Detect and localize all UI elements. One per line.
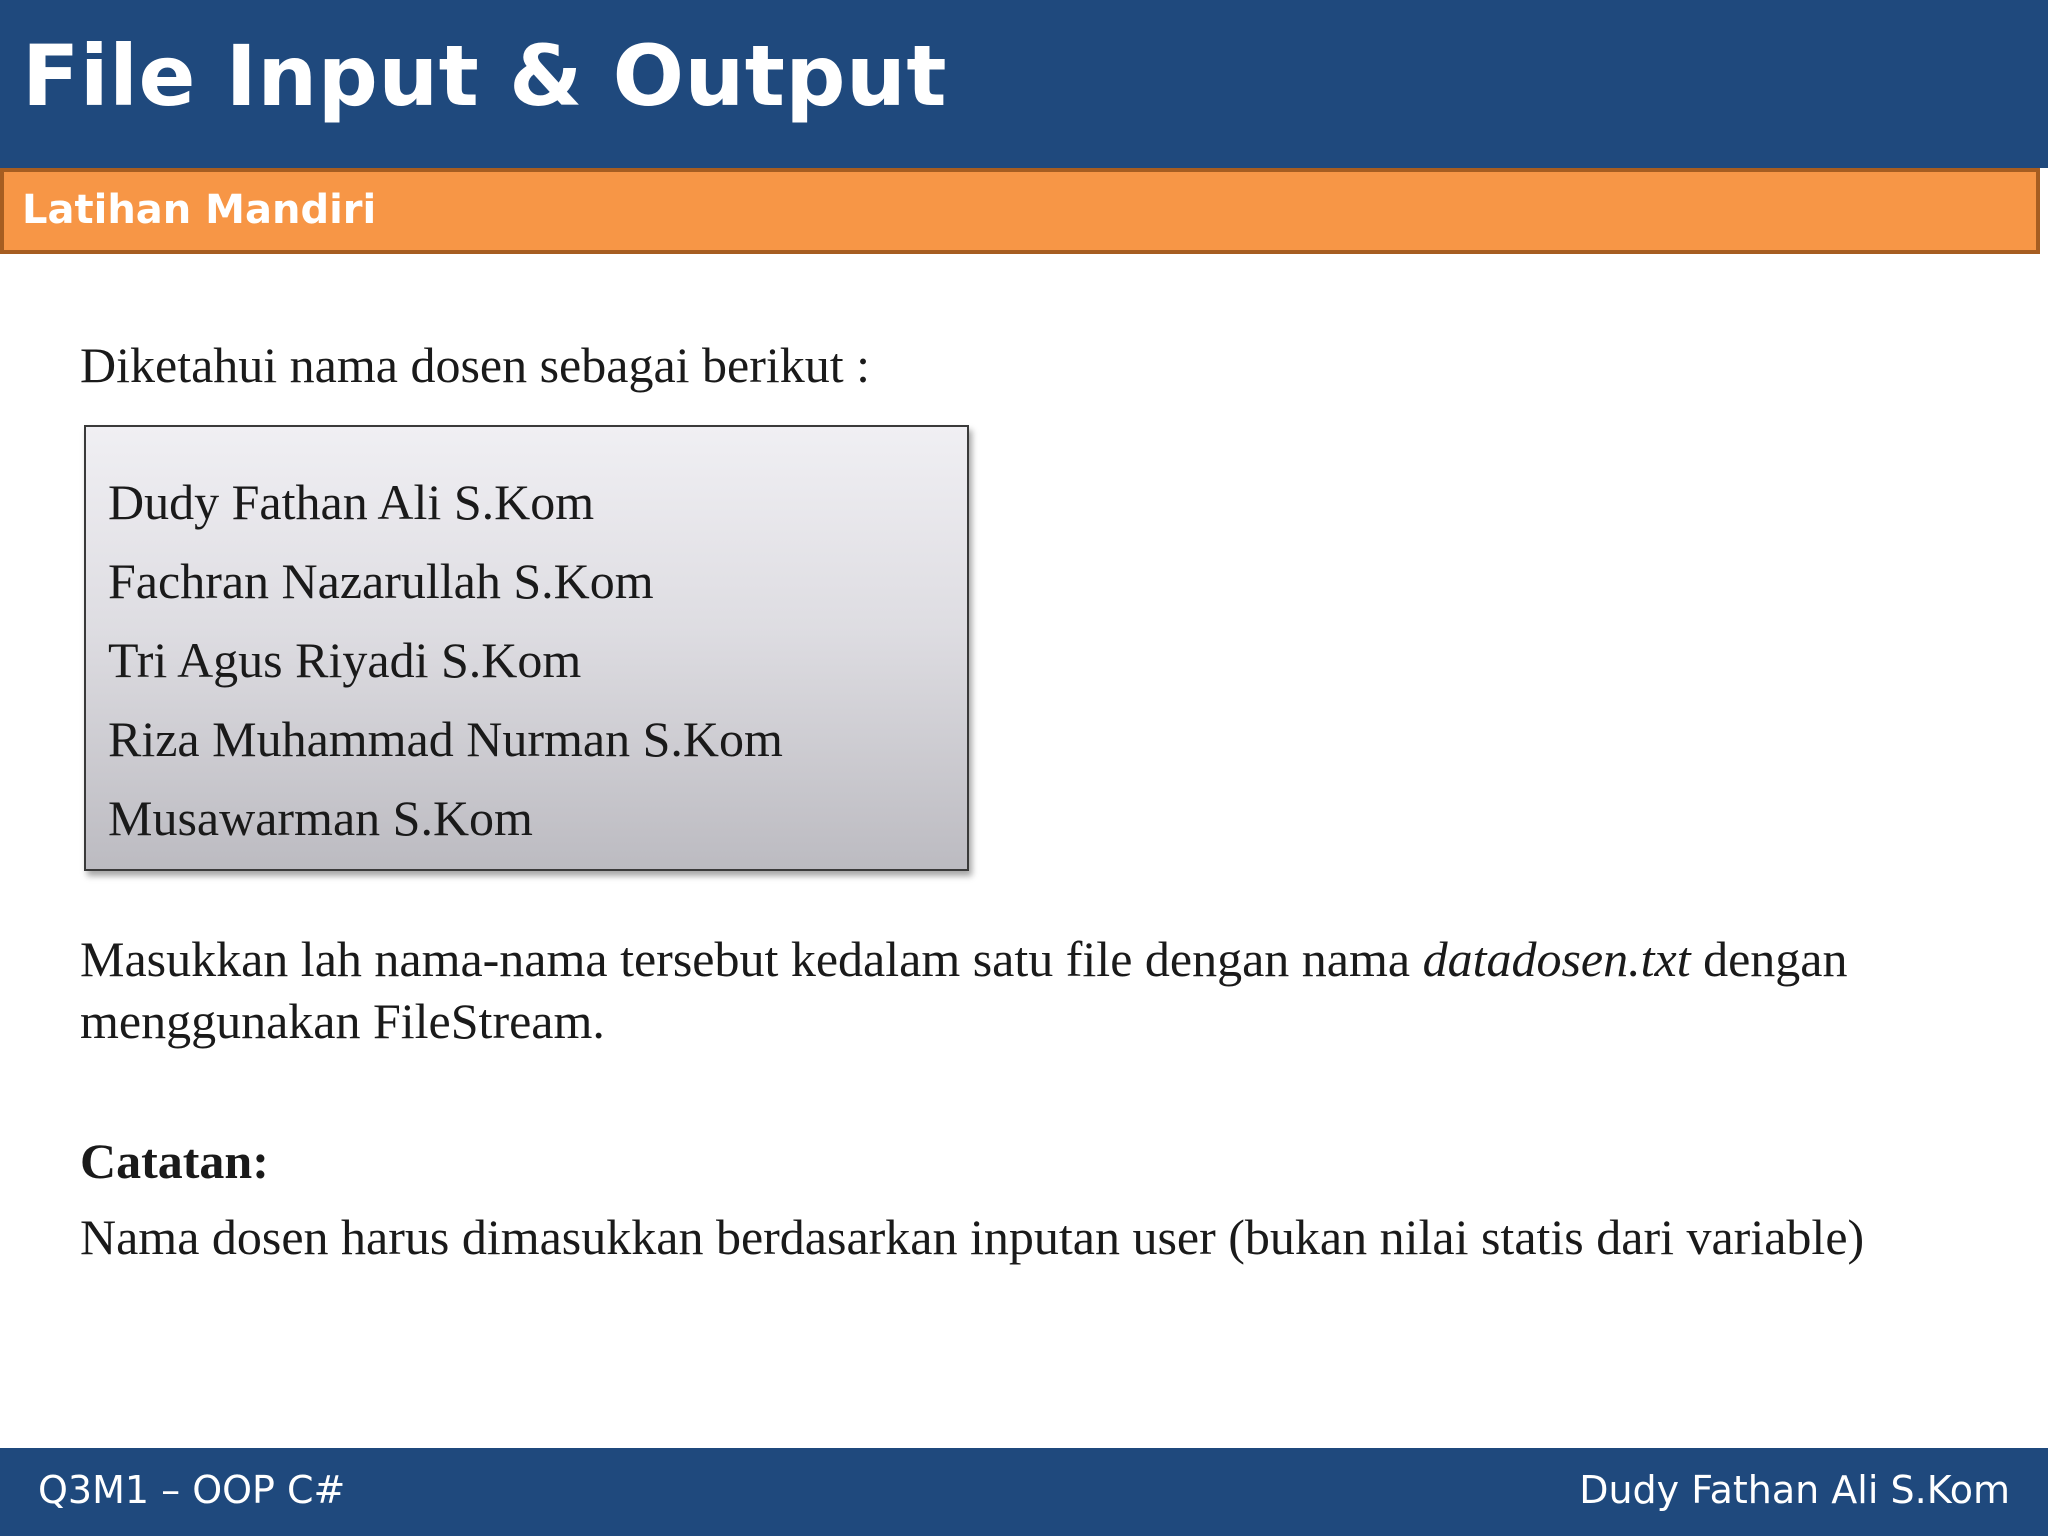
instruction-text [80, 928, 2020, 1052]
lecturer-names-box [84, 425, 969, 871]
lecturer-name: Musawarman S.Kom [108, 790, 533, 846]
footer-course: Q3M1 – OOP C# [38, 1468, 346, 1512]
instruction-after: dengan menggunakan FileStream. [80, 931, 1848, 1049]
instruction-before: Masukkan lah nama-nama tersebut kedalam satu file dengan nama [80, 931, 1423, 987]
lecturer-name: Tri Agus Riyadi S.Kom [108, 632, 582, 688]
subtitle-bar [0, 168, 2040, 254]
intro-text: Diketahui nama dosen sebagai berikut : [80, 337, 871, 393]
lecturer-name: Riza Muhammad Nurman S.Kom [108, 711, 783, 767]
title-bar [0, 0, 2048, 168]
slide-subtitle: Latihan Mandiri [22, 187, 377, 233]
lecturer-name: Fachran Nazarullah S.Kom [108, 553, 654, 609]
footer-author: Dudy Fathan Ali S.Kom [1579, 1468, 2010, 1512]
lecturer-name: Dudy Fathan Ali S.Kom [108, 474, 595, 530]
note-body: Nama dosen harus dimasukkan berdasarkan inputan user (bukan nilai statis dari variable) [80, 1209, 1865, 1265]
instruction-filename: datadosen.txt [1422, 931, 1691, 987]
note-heading: Catatan: [80, 1133, 269, 1189]
slide-title: File Input & Output [22, 27, 948, 125]
footer-bar [0, 1448, 2048, 1536]
